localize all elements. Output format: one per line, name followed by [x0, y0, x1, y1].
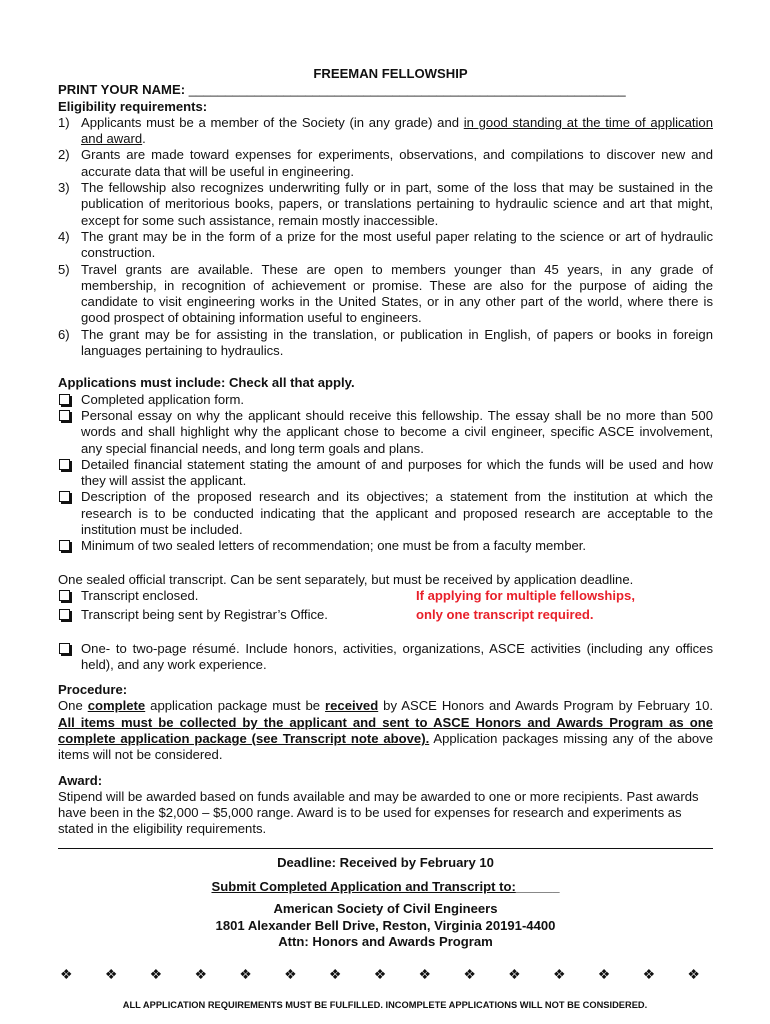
document-title: FREEMAN FELLOWSHIP [313, 66, 468, 81]
item-text: The fellowship also recognizes underwriting fully or in part, some of the loss that may be sustained in the publication of meritorious books, papers, or translations pertaining to hydraulic science and art that might, except for some such assistance, remain mostly inaccessible. [81, 180, 713, 228]
diamond-divider [60, 966, 700, 983]
diamond-icon: ❖ [508, 966, 521, 982]
item-number: 5) [58, 261, 70, 277]
transcript-option-row [58, 588, 713, 604]
diamond-icon: ❖ [642, 966, 656, 982]
item-text: Travel grants are available. These are open to members younger than 45 years, in any grade of membership, in recognition of achievement or promise. These are also for the purpose of aiding the candidate to visit engineering works in the United States, or in any other part of the world, where there is good prospect of obtaining information useful to engineers. [81, 261, 713, 326]
checklist-item [58, 538, 713, 554]
diamond-icon: ❖ [418, 966, 432, 982]
diamond-icon: ❖ [149, 966, 163, 982]
diamond-icon: ❖ [60, 966, 73, 982]
transcript-option [58, 588, 416, 604]
checklist-item-label: Minimum of two sealed letters of recommendation; one must be from a faculty member. [81, 538, 587, 554]
address-street: 1801 Alexander Bell Drive, Reston, Virginia 20191-4400 [215, 917, 556, 933]
diamond-icon: ❖ [328, 966, 342, 982]
checkbox[interactable] [59, 590, 70, 601]
item-text: The grant may be in the form of a prize for the most useful paper relating to the science or art of hydraulic construction. [81, 228, 713, 261]
eligibility-item [58, 115, 713, 148]
transcript-intro: One sealed official transcript. Can be sent separately, but must be received by application deadline. [58, 571, 634, 587]
checkbox[interactable] [59, 410, 70, 421]
diamond-icon: ❖ [463, 966, 476, 982]
item-text: . [142, 131, 146, 147]
applications-heading: Applications must include: Check all that apply. [58, 375, 355, 391]
print-name-row [58, 82, 713, 98]
resume-label: One- to two-page résumé. Include honors, activities, organizations, ASCE activities (including any offices held), and any work experience. [81, 640, 713, 672]
checklist-item-label: Personal essay on why the applicant should receive this fellowship. The essay shall be no more than 500 words and shall highlight why the applicant chose to become a civil engineer, specific ASCE involvement, any special financial needs, and long term goals and plans. [81, 407, 713, 456]
checklist-item [58, 408, 713, 457]
diamond-icon: ❖ [284, 966, 297, 982]
checkbox[interactable] [59, 643, 70, 654]
item-number: 6) [58, 326, 70, 342]
procedure-heading: Procedure: [58, 682, 128, 698]
submit-heading-text: Submit Completed Application and Transcript to: [211, 879, 516, 895]
item-number: 2) [58, 147, 70, 163]
eligibility-item [58, 262, 713, 327]
checkbox[interactable] [59, 540, 70, 551]
procedure-text-part: by ASCE Honors and Awards Program by February 10. [378, 698, 713, 714]
eligibility-item [58, 327, 713, 360]
address-org: American Society of Civil Engineers [273, 901, 498, 917]
checkbox[interactable] [59, 491, 70, 502]
diamond-icon: ❖ [552, 966, 566, 982]
award-heading: Award: [58, 772, 103, 788]
address-attn: Attn: Honors and Awards Program [278, 933, 493, 949]
diamond-icon: ❖ [597, 966, 611, 982]
transcript-option-label: Transcript being sent by Registrar’s Office. [81, 607, 328, 623]
submit-heading-line: ______ [515, 879, 560, 895]
eligibility-item [58, 180, 713, 229]
applications-checklist [58, 392, 713, 555]
item-text: The grant may be for assisting in the translation, or publication in English, of papers or books in foreign languages pertaining to hydraulics. [81, 326, 713, 359]
procedure-emphasis: received [325, 698, 379, 714]
eligibility-item [58, 229, 713, 262]
print-name-field[interactable]: ____________________________________________________________ [188, 82, 626, 98]
item-number: 1) [58, 114, 70, 130]
submit-heading [58, 879, 713, 895]
resume-item [58, 641, 713, 674]
item-number: 4) [58, 228, 70, 244]
diamond-icon: ❖ [373, 966, 387, 982]
eligibility-item [58, 147, 713, 180]
item-text: Applicants must be a member of the Society (in any grade) and [81, 114, 464, 130]
transcript-note-line-2: only one transcript required. [416, 607, 594, 623]
procedure-emphasis: All items must be collected by the applicant and sent to ASCE Honors and Awards Program as one complete application package (see Transcript note above). [58, 714, 713, 746]
eligibility-list [58, 115, 713, 359]
transcript-option [58, 607, 416, 623]
item-number: 3) [58, 180, 70, 196]
procedure-text-part: One [58, 698, 88, 714]
transcript-note-line-1: If applying for multiple fellowships, [416, 587, 635, 603]
diamond-icon: ❖ [687, 966, 700, 982]
print-name-label: PRINT YOUR NAME: [58, 82, 186, 98]
diamond-icon: ❖ [194, 966, 207, 982]
checklist-item-label: Completed application form. [81, 391, 245, 407]
procedure-text-part: Application packages missing any of the above items will not be considered. [58, 730, 713, 763]
checklist-item [58, 489, 713, 538]
diamond-icon: ❖ [104, 966, 118, 982]
checklist-item-label: Description of the proposed research and its objectives; a statement from the institution at which the research is to be conducted indicating that the applicant and proposed research are acceptable to the institution must be included. [81, 489, 713, 538]
transcript-option-label: Transcript enclosed. [81, 587, 199, 603]
checklist-item [58, 392, 713, 408]
checkbox[interactable] [59, 459, 70, 470]
checkbox[interactable] [59, 394, 70, 405]
checklist-item-label: Detailed financial statement stating the amount of and purposes for which the funds will be used and how they will assist the applicant. [81, 456, 713, 489]
deadline: Deadline: Received by February 10 [277, 854, 494, 870]
footer-notice: ALL APPLICATION REQUIREMENTS MUST BE FULFILLED. INCOMPLETE APPLICATIONS WILL NOT BE CONSIDERED. [122, 1000, 648, 1010]
award-text: Stipend will be awarded based on funds available and may be awarded to one or more recipients. Past awards have been in the $2,000 – $5,000 range. Award is to be used for expenses for research and experiments as stated in the eligibility requirements. [58, 788, 699, 837]
procedure-text-part: application package must be [145, 698, 326, 714]
document-body [58, 66, 713, 950]
item-text-underlined: in good standing at the time of application and award [81, 114, 713, 147]
procedure-text [58, 698, 713, 763]
item-text: Grants are made toward expenses for experiments, observations, and compilations to discover new and accurate data that will be useful in engineering. [81, 147, 713, 179]
procedure-emphasis: complete [87, 698, 146, 714]
checkbox[interactable] [59, 609, 70, 620]
diamond-icon: ❖ [239, 966, 252, 982]
divider [58, 848, 713, 849]
transcript-option-row [58, 607, 713, 623]
checklist-item [58, 457, 713, 490]
eligibility-heading: Eligibility requirements: [58, 98, 208, 114]
